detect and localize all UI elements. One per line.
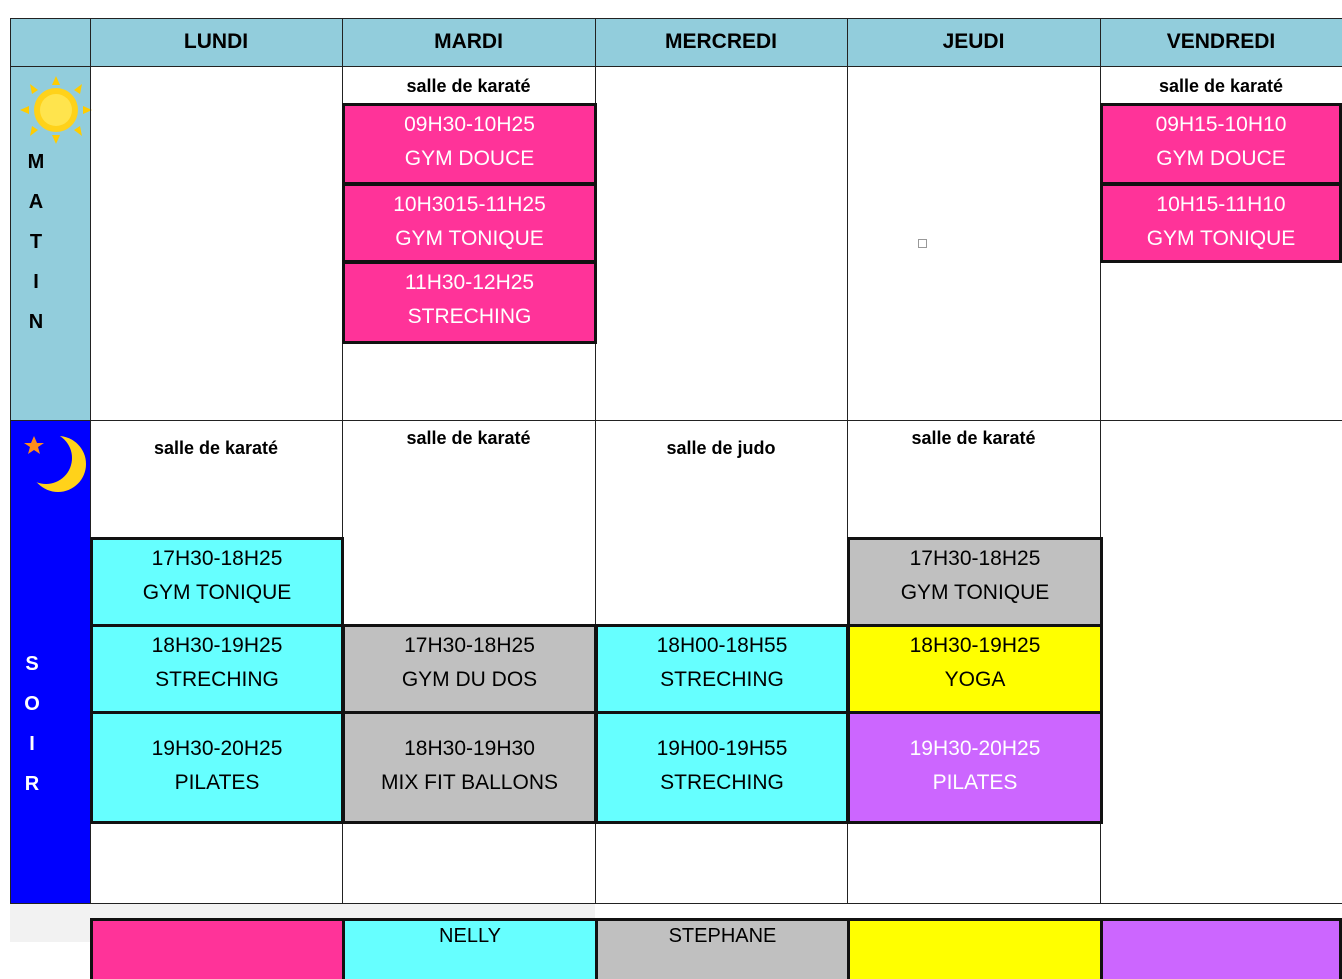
evening-letter: R <box>24 773 40 795</box>
day-header-vendredi: VENDREDI <box>1166 30 1276 53</box>
class-slot <box>342 711 597 824</box>
class-slot <box>847 711 1103 824</box>
legend-box <box>847 918 1103 979</box>
evening-letter: S <box>25 653 39 675</box>
class-slot <box>90 537 344 627</box>
slot-name: GYM DOUCE <box>404 147 535 170</box>
class-slot <box>90 711 344 824</box>
empty-box-icon <box>918 239 927 248</box>
class-slot <box>90 624 344 714</box>
slot-time: 18H30-19H25 <box>151 634 283 657</box>
slot-time: 11H30-12H25 <box>404 271 535 294</box>
room-label: salle de karaté <box>153 438 279 458</box>
class-slot <box>847 624 1103 714</box>
room-label: salle de karaté <box>406 76 531 96</box>
legend-box <box>90 918 345 979</box>
grid-line <box>10 420 1342 421</box>
evening-letter: O <box>24 693 40 715</box>
slot-time: 17H30-18H25 <box>909 547 1041 570</box>
grid-line <box>10 66 1342 67</box>
morning-letter: N <box>28 311 44 333</box>
slot-time: 19H30-20H25 <box>909 737 1041 760</box>
slot-name: PILATES <box>174 771 260 794</box>
grid-line <box>10 18 11 903</box>
morning-label <box>14 142 58 342</box>
slot-name: STRECHING <box>660 668 784 691</box>
morning-letter: A <box>28 191 44 213</box>
moon-icon <box>20 428 86 496</box>
day-header-mardi: MARDI <box>434 30 503 53</box>
slot-name: STRECHING <box>660 771 784 794</box>
legend-box: STEPHANE <box>595 918 850 979</box>
slot-name: STRECHING <box>155 668 279 691</box>
slot-name: MIX FIT BALLONS <box>381 771 558 794</box>
evening-letter: I <box>29 733 35 755</box>
slot-time: 18H30-19H25 <box>909 634 1041 657</box>
day-header-jeudi: JEUDI <box>942 30 1005 53</box>
slot-name: GYM DOUCE <box>1156 147 1286 170</box>
slot-time: 10H3015-11H25 <box>393 193 546 216</box>
morning-letter: T <box>29 231 43 253</box>
slot-time: 10H15-11H10 <box>1156 193 1286 216</box>
slot-time: 19H00-19H55 <box>656 737 788 760</box>
legend-box <box>1100 918 1342 979</box>
grid-line <box>10 18 1342 19</box>
room-label: salle de karaté <box>406 428 531 448</box>
slot-time: 17H30-18H25 <box>151 547 283 570</box>
slot-name: YOGA <box>944 668 1006 691</box>
slot-time: 09H30-10H25 <box>404 113 535 136</box>
class-slot <box>342 103 597 185</box>
morning-letter: I <box>33 271 39 293</box>
slot-name: GYM TONIQUE <box>1146 227 1296 250</box>
class-slot <box>342 624 597 714</box>
class-slot <box>342 183 597 263</box>
room-label: salle de judo <box>666 438 776 458</box>
room-label: salle de karaté <box>911 428 1036 448</box>
evening-label <box>10 644 54 804</box>
room-label: salle de karaté <box>1158 76 1284 96</box>
slot-name: STRECHING <box>407 305 532 328</box>
class-slot <box>1100 103 1342 185</box>
slot-time: 18H00-18H55 <box>656 634 788 657</box>
slot-name: PILATES <box>932 771 1018 794</box>
slot-time: 18H30-19H30 <box>404 737 535 760</box>
slot-time: 17H30-18H25 <box>404 634 535 657</box>
slot-name: GYM TONIQUE <box>900 581 1050 604</box>
slot-name: GYM TONIQUE <box>395 227 544 250</box>
class-slot <box>595 711 849 824</box>
legend-box: NELLY <box>342 918 598 979</box>
day-header-mercredi: MERCREDI <box>664 30 777 53</box>
slot-time: 19H30-20H25 <box>151 737 283 760</box>
class-slot <box>342 261 597 344</box>
day-header-lundi: LUNDI <box>183 30 249 53</box>
slot-time: 09H15-10H10 <box>1155 113 1287 136</box>
class-slot <box>847 537 1103 627</box>
morning-letter: M <box>27 151 45 173</box>
class-slot <box>595 624 849 714</box>
class-slot <box>1100 183 1342 263</box>
slot-name: GYM DU DOS <box>401 668 538 691</box>
slot-name: GYM TONIQUE <box>142 581 292 604</box>
sun-icon <box>14 72 98 148</box>
